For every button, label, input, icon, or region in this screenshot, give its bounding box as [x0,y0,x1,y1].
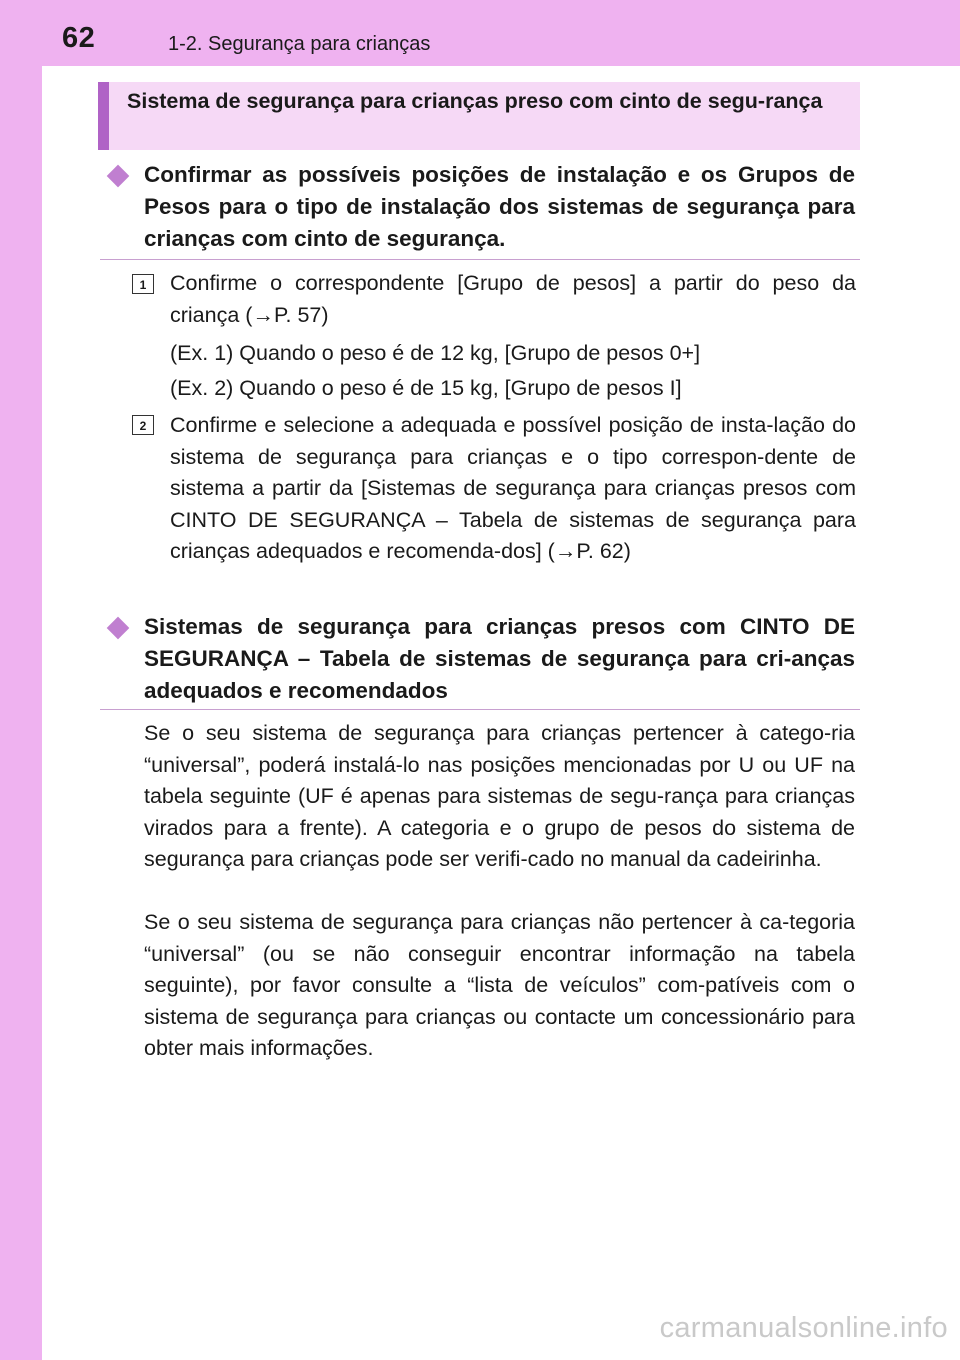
divider [100,709,860,710]
body-paragraph-1: Se o seu sistema de segurança para crianças pertencer à catego-ria “universal”, poderá instalá-lo nas posições mencionadas por U ou UF na tabela seguinte (UF é apenas para sistemas de segu-rança para crianças virados para a frente). A categoria e o grupo de pesos do sistema de segurança para crianças pode ser verifi-cado no manual da cadeirinha. [144,721,855,871]
site-watermark: carmanualsonline.info [659,1312,948,1344]
title-box-text: Sistema de segurança para crianças preso com cinto de segu-rança [127,89,823,113]
step-1-example-2: (Ex. 2) Quando o peso é de 15 kg, [Grupo de pesos I] [170,376,682,400]
page-number: 62 [62,22,96,54]
diamond-bullet-icon [107,617,130,640]
body-paragraph-2: Se o seu sistema de segurança para crianças não pertencer à ca-tegoria “universal” (ou se não conseguir encontrar informação na tabela seguinte), por favor consulte a “lista de veículos” com-patíveis com o sistema de segurança para crianças ou contacte um concessionário para obter mais informações. [144,910,855,1060]
step-number-2: 2 [132,415,154,435]
diamond-bullet-icon [107,165,130,188]
subheading-1: Confirmar as possíveis posições de instalação e os Grupos de Pesos para o tipo de instalação dos sistemas de segurança para crianças com cinto de segurança. [144,162,855,251]
step-number-1: 1 [132,274,154,294]
divider [100,259,860,260]
step-1-text: Confirme o correspondente [Grupo de pesos] a partir do peso da criança (→P. 57) [170,271,856,327]
side-color-strip [0,0,42,1360]
section-title-box [98,82,860,150]
step-2-text: Confirme e selecione a adequada e possível posição de insta-lação do sistema de segurança para crianças e o tipo correspon-dente de sistema a partir da [Sistemas de segurança para crianças presos com CINTO DE SEGURANÇA – Tabela de sistemas de segurança para crianças adequados e recomenda-dos] (→P. 62) [170,413,856,563]
section-title: 1-2. Segurança para crianças [168,33,431,55]
subheading-2: Sistemas de segurança para crianças presos com CINTO DE SEGURANÇA – Tabela de sistemas de segurança para cri-anças adequados e recomendados [144,614,855,703]
step-1-example-1: (Ex. 1) Quando o peso é de 12 kg, [Grupo de pesos 0+] [170,341,701,365]
